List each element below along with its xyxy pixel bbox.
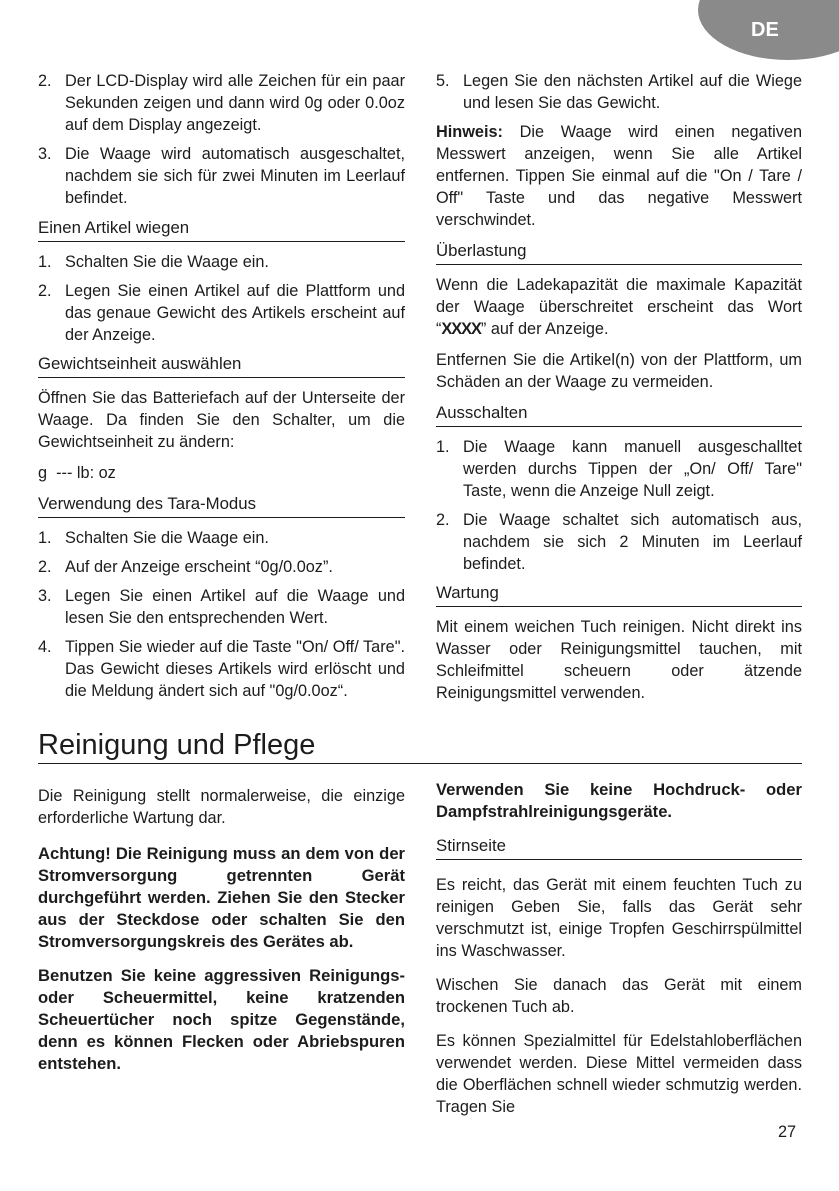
paragraph-benutzen: Benutzen Sie keine aggressiven Reinigungs- oder Scheuermittel, keine kratzenden Scheuertücher noch spitze Gegenstände, denn es können Flecken oder Abriebspuren entstehen.: [38, 966, 405, 1073]
heading-ausschalten: Ausschalten: [436, 402, 802, 427]
heading-ueberlastung: Überlastung: [436, 240, 802, 265]
list-text: Die Waage kann manuell ausgeschalltet werden durchs Tippen der „On/ Off/ Tare" Taste, wenn die Anzeige Null zeigt.: [463, 438, 802, 500]
list-number: 2.: [436, 511, 450, 529]
left-column-top: [38, 70, 405, 709]
hinweis-text: Die Waage wird einen negativen Messwert anzeigen, wenn Sie alle Artikel entfernen. Tippen Sie einmal auf die "On / Tare / Off" Taste und das negative Messwert verschwindet.: [436, 123, 802, 229]
list-number: 4.: [38, 638, 52, 656]
right-column-top: [436, 70, 802, 713]
paragraph-einheit: Öffnen Sie das Batteriefach auf der Unterseite der Waage. Da finden Sie den Schalter, um die Gewichtseinheit zu ändern:: [38, 389, 405, 451]
list-text: Die Waage schaltet sich automatisch aus, nachdem sie sich 2 Minuten im Leerlauf befindet.: [463, 511, 802, 573]
list-text: Legen Sie einen Artikel auf die Plattform und das genaue Gewicht des Artikels erscheint auf der Anzeige.: [65, 282, 405, 344]
list-number: 3.: [38, 145, 52, 163]
list-item: [38, 636, 405, 702]
list-number: 2.: [38, 282, 52, 300]
paragraph-stirnseite-1: Es reicht, das Gerät mit einem feuchten Tuch zu reinigen Geben Sie, falls das Gerät sehr verschmutzt ist, einige Tropfen Geschirrspülmittel ins Waschwasser.: [436, 876, 802, 960]
heading-stirnseite: Stirnseite: [436, 835, 802, 860]
list-text: Der LCD-Display wird alle Zeichen für ein paar Sekunden zeigen und dann wird 0g oder 0.0oz auf dem Display angezeigt.: [65, 72, 405, 134]
left-column-bottom: [38, 785, 405, 1087]
list-text: Legen Sie einen Artikel auf die Waage und lesen Sie den entsprechenden Wert.: [65, 587, 405, 627]
list-text: Die Waage wird automatisch ausgeschaltet, nachdem sie sich für zwei Minuten im Leerlauf befindet.: [65, 145, 405, 207]
list-number: 1.: [38, 529, 52, 547]
paragraph-intro: Die Reinigung stellt normalerweise, die einzige erforderliche Wartung dar.: [38, 787, 405, 827]
heading-tara-modus: Verwendung des Tara-Modus: [38, 493, 405, 518]
right-column-bottom: [436, 779, 802, 1127]
page-number: 27: [778, 1123, 797, 1141]
overload-symbol: XXXX: [441, 320, 481, 338]
list-text: Schalten Sie die Waage ein.: [65, 253, 269, 271]
list-item: [38, 585, 405, 629]
paragraph-ueberlastung: [436, 274, 802, 340]
list-text: Tippen Sie wieder auf die Taste "On/ Off/ Tare". Das Gewicht dieses Artikels wird erlöscht und die Meldung ändert sich auf "0g/0.0oz“.: [65, 638, 405, 700]
paragraph-hochdruck: Verwenden Sie keine Hochdruck- oder Dampfstrahlreinigungsgeräte.: [436, 780, 802, 821]
heading-einen-artikel-wiegen: Einen Artikel wiegen: [38, 217, 405, 242]
list-item: [38, 70, 405, 136]
list-item: [38, 251, 405, 273]
heading-wartung: Wartung: [436, 582, 802, 607]
list-text: Legen Sie den nächsten Artikel auf die Wiege und lesen Sie das Gewicht.: [463, 72, 802, 112]
paragraph-ueberlastung-2: Entfernen Sie die Artikel(n) von der Plattform, um Schäden an der Waage zu vermeiden.: [436, 351, 802, 391]
list-item: [436, 70, 802, 114]
list-number: 3.: [38, 587, 52, 605]
paragraph-units: g --- lb: oz: [38, 464, 116, 482]
list-item: [436, 436, 802, 502]
list-number: 5.: [436, 72, 450, 90]
list-item: [436, 509, 802, 575]
list-text: Schalten Sie die Waage ein.: [65, 529, 269, 547]
ueberlastung-text-b: ” auf der Anzeige.: [480, 320, 609, 338]
hinweis-paragraph: [436, 121, 802, 231]
list-item: [38, 527, 405, 549]
language-label: DE: [751, 19, 779, 41]
heading-gewichtseinheit: Gewichtseinheit auswählen: [38, 353, 405, 378]
list-item: [38, 143, 405, 209]
paragraph-wartung: Mit einem weichen Tuch reinigen. Nicht direkt ins Wasser oder Reinigungsmittel tauchen, mit Schleifmittel scheuern oder ätzende Reinigungsmittel verwenden.: [436, 618, 802, 702]
paragraph-stirnseite-3: Es können Spezialmittel für Edelstahloberflächen verwendet werden. Diese Mittel vermeiden dass die Oberflächen schnell wieder schmutzig werden. Tragen Sie: [436, 1032, 802, 1116]
list-number: 2.: [38, 558, 52, 576]
ueberlastung-text-a: Wenn die Ladekapazität die maximale Kapazität der Waage überschreitet erscheint das Wort “: [436, 276, 802, 338]
list-number: 1.: [436, 438, 450, 456]
list-number: 1.: [38, 253, 52, 271]
paragraph-stirnseite-2: Wischen Sie danach das Gerät mit einem trockenen Tuch ab.: [436, 976, 802, 1016]
paragraph-achtung: Achtung! Die Reinigung muss an dem von der Stromversorgung getrennten Gerät durchgeführt werden. Ziehen Sie den Stecker aus der Steckdose oder schalten Sie den Stromversorgungskreis des Gerätes ab.: [38, 844, 405, 951]
list-item: [38, 556, 405, 578]
list-number: 2.: [38, 72, 52, 90]
section-heading: Reinigung und Pflege: [38, 727, 802, 764]
list-text: Auf der Anzeige erscheint “0g/0.0oz”.: [65, 558, 333, 576]
hinweis-label: Hinweis:: [436, 123, 503, 141]
list-item: [38, 280, 405, 346]
